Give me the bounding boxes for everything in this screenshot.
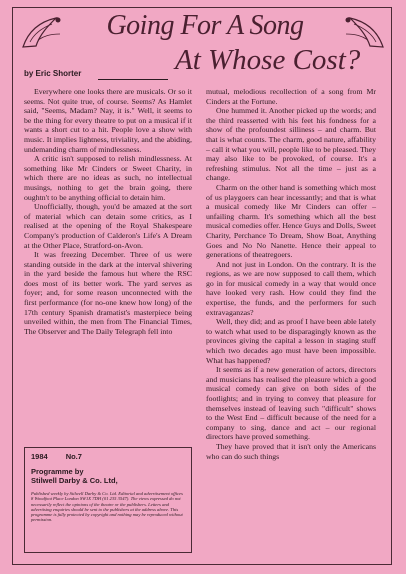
paragraph: Charm on the other hand is something which most of us playgoers can hear incessantly; and that is what a musical comedy like Mr Cinders can offer – unfailing charm. It's something which all the best musical comedies offer. Hence Guys and Dolls, Sweet Charity, Perchance To Dream, Show Boat, Anything Goes and No No Nanette. Hence their appeal to generations of theatregoers. — [206, 182, 376, 260]
paragraph: One hummed it. Another picked up the words; and the third reasserted with his feet his fondness for a show of the profoundest silliness – and charm. But that is what counts. The charm, good nature, affability – call it what you will, people like to be pleased. They may also like to be provoked, of course. It's a refreshing stimulus. Not all the time – just as a change. — [206, 106, 376, 183]
headline-line-2: At Whose Cost? — [175, 44, 361, 76]
byline: by Eric Shorter — [24, 69, 82, 78]
paragraph: A critic isn't supposed to relish mindlessness. At something like Mr Cinders or Sweet Charity, in which there are no ideas as such, no intellectual musings, nothing to get the brain going, there oughtn't to be anything official to detain him. — [24, 154, 192, 202]
publisher-credit-line-2: Stilwell Darby & Co. Ltd, — [31, 476, 118, 485]
decorative-ornament-icon — [18, 12, 68, 52]
paragraph: It was freezing December. Three of us were standing outside in the dark at the interval shivering in the yard beside the famous hut where the RSC does most of its better work. The yard serves as foyer; and, for some reason unconnected with the first performance (for no-one knew how long) of the 17th century Spanish dramatist's masterpiece being unveiled within, the men from The Financial Times, The Observer and The Daily Telegraph fell into — [24, 250, 192, 336]
article-column-right — [206, 87, 376, 461]
publisher-credit-line-1: Programme by — [31, 467, 84, 476]
programme-info-box — [24, 447, 192, 553]
paragraph: It seems as if a new generation of actors, directors and musicians has realised the pleasure which a good musical comedy can give on both sides of the footlights; and in trying to convey that pleasure for themselves instead of leaving such "difficult" shows to the West End – difficult because of the need for a company to sing, dance and act – our regional directors have proved something. — [206, 365, 376, 442]
headline-line-1: Going For A Song — [106, 10, 304, 41]
paragraph: mutual, melodious recollection of a song from Mr Cinders at the Fortune. — [206, 87, 376, 106]
paragraph: Well, they did; and as proof I have been able lately to watch what used to be disparagingly known as the provinces giving the capital a lesson in staging stuff which two decades ago must have been impossible. What has happened? — [206, 317, 376, 365]
paragraph: Unofficially, though, you'd be amazed at the sort of material which can detain some critics, as I realised at the opening of the Royal Shakespeare Company's production of Calderon's Life's A Dream at the Other Place, Stratford-on-Avon. — [24, 202, 192, 250]
issue-number: No.7 — [65, 452, 82, 461]
issue-year: 1984 — [31, 452, 48, 461]
publisher-credit — [31, 467, 185, 485]
publisher-fine-print: Published weekly by Stilwell Darby & Co. Ltd. Editorial and advertisement offices 8 Woodfoot Place London SW1X 7DH (01 235 3547). The views expressed do not necessarily reflect the opinions of the theatre or the publishers. Letters and advertising enquiries should be sent to the publishers at the address above. This programme is fully protected by copyright and nothing may be reproduced without permission. — [31, 491, 183, 523]
article-column-left — [24, 87, 192, 336]
paragraph: They have proved that it isn't only the Americans who can do such things — [206, 441, 376, 461]
title-rule — [98, 79, 168, 80]
paragraph: And not just in London. On the contrary. It is the regions, as we are now supposed to call them, which go in for musical comedy in a way that would once have looked very rash. How could they find the expertise, the funds, and the performers for such extravaganzas? — [206, 259, 376, 317]
paragraph: Everywhere one looks there are musicals. Or so it seems. Not quite true, of course. Seems? As Hamlet said, "Seems, Madam? Nay, it is." Well, it seems to be the thing for every theatre to put on a musical if it wants a short cut to a hit. People love a show with music. It implies lightness, triviality, and the abiding, undemanding charm of mindlessness. — [24, 87, 192, 154]
issue-line — [31, 452, 185, 461]
